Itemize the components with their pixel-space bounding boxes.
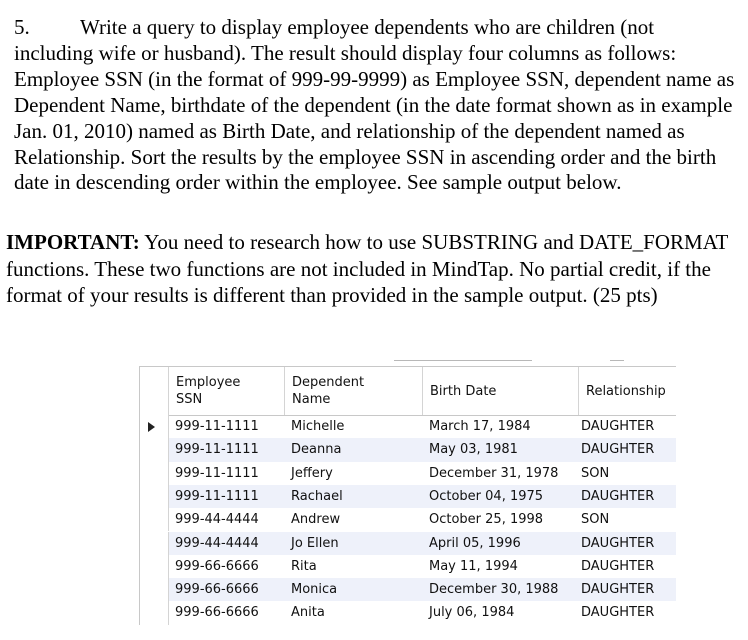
cell-birth-date[interactable]: October 04, 1975 xyxy=(429,488,544,504)
cell-relationship[interactable]: DAUGHTER xyxy=(581,582,655,598)
cell-birth-date[interactable]: December 31, 1978 xyxy=(429,465,559,481)
row-selector[interactable] xyxy=(140,578,169,601)
table-row[interactable] xyxy=(140,508,676,531)
cell-dependent-name[interactable]: Monica xyxy=(291,582,338,598)
header-relationship[interactable] xyxy=(578,367,676,415)
row-selector[interactable] xyxy=(140,508,169,531)
cell-birth-date[interactable]: May 11, 1994 xyxy=(429,558,518,574)
cell-dependent-name[interactable]: Jeffery xyxy=(291,465,333,481)
cell-relationship[interactable]: DAUGHTER xyxy=(581,605,655,621)
cell-relationship[interactable]: DAUGHTER xyxy=(581,558,655,574)
header-relationship-label: Relationship xyxy=(586,383,666,399)
divider xyxy=(610,360,624,361)
header-birth-date-label: Birth Date xyxy=(430,383,497,399)
cell-relationship[interactable]: SON xyxy=(581,465,610,481)
row-selector[interactable] xyxy=(140,415,169,438)
cell-employee-ssn[interactable]: 999-11-1111 xyxy=(175,488,259,504)
question-text: Write a query to display employee dependents who are children (not including wife or husband). The result should display four columns as follows: Employee SSN (in the format of 999-99-9999) as Employee SSN, dependent name as Dependent Name, birthdate of the dependent (in the date format shown as in example Jan. 01, 2010) named as Birth Date, and relationship of the dependent named as Relationship. Sort the results by the employee SSN in ascending order and the birth date in descending order within the employee. See sample output below. xyxy=(14,15,735,195)
cell-employee-ssn[interactable]: 999-11-1111 xyxy=(175,442,259,458)
question-5 xyxy=(14,15,738,196)
important-text: You need to research how to use SUBSTRING and DATE_FORMAT functions. These two functions are not included in MindTap. No partial credit, if the format of your results is different than provided in the sample output. (25 pts) xyxy=(6,230,728,307)
cell-dependent-name[interactable]: Anita xyxy=(291,605,325,621)
divider xyxy=(394,360,532,361)
table-row[interactable] xyxy=(140,555,676,578)
current-row-arrow-icon xyxy=(148,422,155,432)
cell-relationship[interactable]: DAUGHTER xyxy=(581,488,655,504)
header-employee-ssn-line1: Employee xyxy=(176,375,241,390)
header-employee-ssn[interactable] xyxy=(168,367,284,415)
important-label: IMPORTANT: xyxy=(6,230,140,254)
table-row[interactable] xyxy=(140,601,676,624)
important-note xyxy=(6,229,742,309)
cell-dependent-name[interactable]: Deanna xyxy=(291,442,342,458)
header-employee-ssn-line2: SSN xyxy=(176,392,203,407)
grid-header xyxy=(140,367,676,416)
cell-employee-ssn[interactable]: 999-44-4444 xyxy=(175,512,259,528)
row-selector[interactable] xyxy=(140,438,169,461)
cell-birth-date[interactable]: March 17, 1984 xyxy=(429,419,531,434)
row-selector[interactable] xyxy=(140,485,169,508)
cell-dependent-name[interactable]: Jo Ellen xyxy=(291,535,339,551)
result-grid xyxy=(139,366,676,625)
cell-dependent-name[interactable]: Andrew xyxy=(291,512,341,528)
cell-relationship[interactable]: DAUGHTER xyxy=(581,419,655,434)
row-selector[interactable] xyxy=(140,555,169,578)
cell-employee-ssn[interactable]: 999-11-1111 xyxy=(175,419,259,434)
cell-employee-ssn[interactable]: 999-44-4444 xyxy=(175,535,259,551)
table-row[interactable] xyxy=(140,462,676,485)
table-row[interactable] xyxy=(140,415,676,438)
header-birth-date[interactable] xyxy=(422,367,578,415)
header-dependent-name-line1: Dependent xyxy=(292,375,365,390)
cell-birth-date[interactable]: October 25, 1998 xyxy=(429,512,544,528)
header-dependent-name[interactable] xyxy=(284,367,422,415)
table-row[interactable] xyxy=(140,485,676,508)
cell-employee-ssn[interactable]: 999-11-1111 xyxy=(175,465,259,481)
row-selector[interactable] xyxy=(140,601,169,624)
table-row[interactable] xyxy=(140,438,676,461)
cell-employee-ssn[interactable]: 999-66-6666 xyxy=(175,605,259,621)
header-dependent-name-line2: Name xyxy=(292,392,331,407)
row-selector[interactable] xyxy=(140,462,169,485)
table-row[interactable] xyxy=(140,532,676,555)
cell-relationship[interactable]: DAUGHTER xyxy=(581,535,655,551)
row-selector[interactable] xyxy=(140,532,169,555)
cell-birth-date[interactable]: December 30, 1988 xyxy=(429,582,559,598)
cell-birth-date[interactable]: May 03, 1981 xyxy=(429,442,518,458)
cell-dependent-name[interactable]: Rita xyxy=(291,558,317,574)
cell-birth-date[interactable]: April 05, 1996 xyxy=(429,535,521,551)
cell-dependent-name[interactable]: Rachael xyxy=(291,488,343,504)
cell-relationship[interactable]: SON xyxy=(581,512,610,528)
cell-employee-ssn[interactable]: 999-66-6666 xyxy=(175,582,259,598)
table-row[interactable] xyxy=(140,578,676,601)
cell-dependent-name[interactable]: Michelle xyxy=(291,419,345,434)
question-number: 5. xyxy=(14,15,30,39)
cell-relationship[interactable]: DAUGHTER xyxy=(581,442,655,458)
cell-birth-date[interactable]: July 06, 1984 xyxy=(429,605,515,621)
cell-employee-ssn[interactable]: 999-66-6666 xyxy=(175,558,259,574)
